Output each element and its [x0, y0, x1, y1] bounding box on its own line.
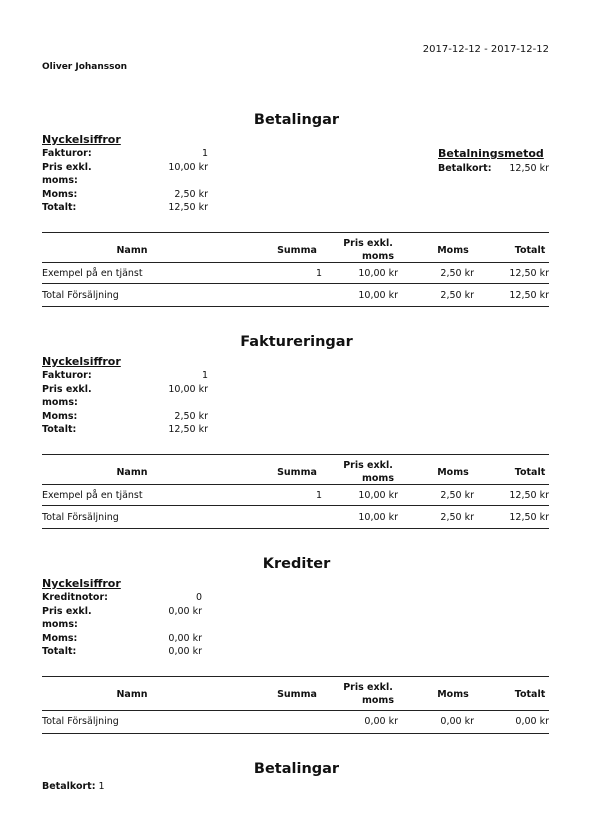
key-row: Fakturor: 1 — [42, 148, 208, 159]
key-figures — [42, 591, 202, 659]
col-header-namn: Namn — [116, 467, 148, 478]
total-pris: 10,00 kr — [358, 512, 398, 523]
col-header-pris-1: Pris exkl. — [343, 682, 393, 693]
key-figures-title: Nyckelsiffror — [42, 355, 121, 368]
total-totalt: 12,50 kr — [509, 512, 549, 523]
date-range: 2017-12-12 - 2017-12-12 — [422, 44, 549, 55]
key-row: Pris exkl. moms: 10,00 kr — [42, 161, 208, 186]
col-header-moms: Moms — [437, 467, 469, 478]
col-header-totalt: Totalt — [514, 467, 546, 478]
row-totalt: 12,50 kr — [509, 490, 549, 501]
col-header-pris-2: moms — [362, 695, 394, 706]
invoice-table — [42, 454, 549, 530]
sales-table — [42, 232, 549, 308]
key-row: Totalt: 0,00 kr — [42, 646, 202, 657]
key-row: Kreditnotor: 0 — [42, 592, 202, 603]
key-row: Totalt: 12,50 kr — [42, 424, 208, 435]
row-moms: 2,50 kr — [440, 268, 474, 279]
row-summa: 1 — [315, 490, 322, 501]
section-title-krediter: Krediter — [262, 556, 331, 572]
col-header-pris-1: Pris exkl. — [343, 238, 393, 249]
row-pris: 10,00 kr — [358, 490, 398, 501]
key-figures-title: Nyckelsiffror — [42, 577, 121, 590]
row-moms: 2,50 kr — [440, 490, 474, 501]
key-row: Pris exkl. moms: 10,00 kr — [42, 383, 208, 408]
col-header-pris-2: moms — [362, 473, 394, 484]
payment-method-title: Betalningsmetod — [438, 147, 544, 160]
key-figures-title: Nyckelsiffror — [42, 133, 121, 146]
payment-method-row: Betalkort: 12,50 kr — [438, 163, 549, 174]
section-title-faktureringar: Faktureringar — [240, 334, 353, 350]
total-pris: 10,00 kr — [358, 290, 398, 301]
key-row: Moms: 0,00 kr — [42, 632, 202, 644]
total-totalt: 0,00 kr — [515, 716, 549, 727]
key-row: Totalt: 12,50 kr — [42, 202, 208, 213]
total-totalt: 12,50 kr — [509, 290, 549, 301]
total-name: Total Försäljning — [42, 716, 119, 727]
total-moms: 0,00 kr — [440, 716, 474, 727]
key-row: Moms: 2,50 kr — [42, 410, 208, 422]
section-title-betalingar: Betalingar — [253, 112, 340, 128]
col-header-pris-2: moms — [362, 251, 394, 262]
col-header-pris-1: Pris exkl. — [343, 460, 393, 471]
total-moms: 2,50 kr — [440, 290, 474, 301]
col-header-summa: Summa — [277, 245, 317, 256]
total-name: Total Försäljning — [42, 512, 119, 523]
col-header-moms: Moms — [437, 245, 469, 256]
total-name: Total Försäljning — [42, 290, 119, 301]
key-figures — [42, 147, 208, 215]
payment-count-label: Betalkort: — [42, 781, 96, 792]
total-pris: 0,00 kr — [364, 716, 398, 727]
section-title-betalingar-summary: Betalingar — [253, 761, 340, 777]
person-name: Oliver Johansson — [42, 62, 128, 72]
col-header-namn: Namn — [116, 245, 148, 256]
key-row: Moms: 2,50 kr — [42, 188, 208, 200]
payment-count-value: 1 — [98, 781, 105, 792]
key-row: Pris exkl. moms: 0,00 kr — [42, 605, 202, 630]
col-header-summa: Summa — [277, 689, 317, 700]
col-header-totalt: Totalt — [514, 245, 546, 256]
key-figures — [42, 369, 208, 437]
total-moms: 2,50 kr — [440, 512, 474, 523]
payment-count-row — [42, 780, 105, 794]
row-name: Exempel på en tjänst — [42, 490, 143, 501]
col-header-totalt: Totalt — [514, 689, 546, 700]
row-totalt: 12,50 kr — [509, 268, 549, 279]
row-name: Exempel på en tjänst — [42, 268, 143, 279]
col-header-namn: Namn — [116, 689, 148, 700]
row-pris: 10,00 kr — [358, 268, 398, 279]
col-header-summa: Summa — [277, 467, 317, 478]
col-header-moms: Moms — [437, 689, 469, 700]
row-summa: 1 — [315, 268, 322, 279]
credit-table — [42, 676, 549, 736]
key-row: Fakturor: 1 — [42, 370, 208, 381]
